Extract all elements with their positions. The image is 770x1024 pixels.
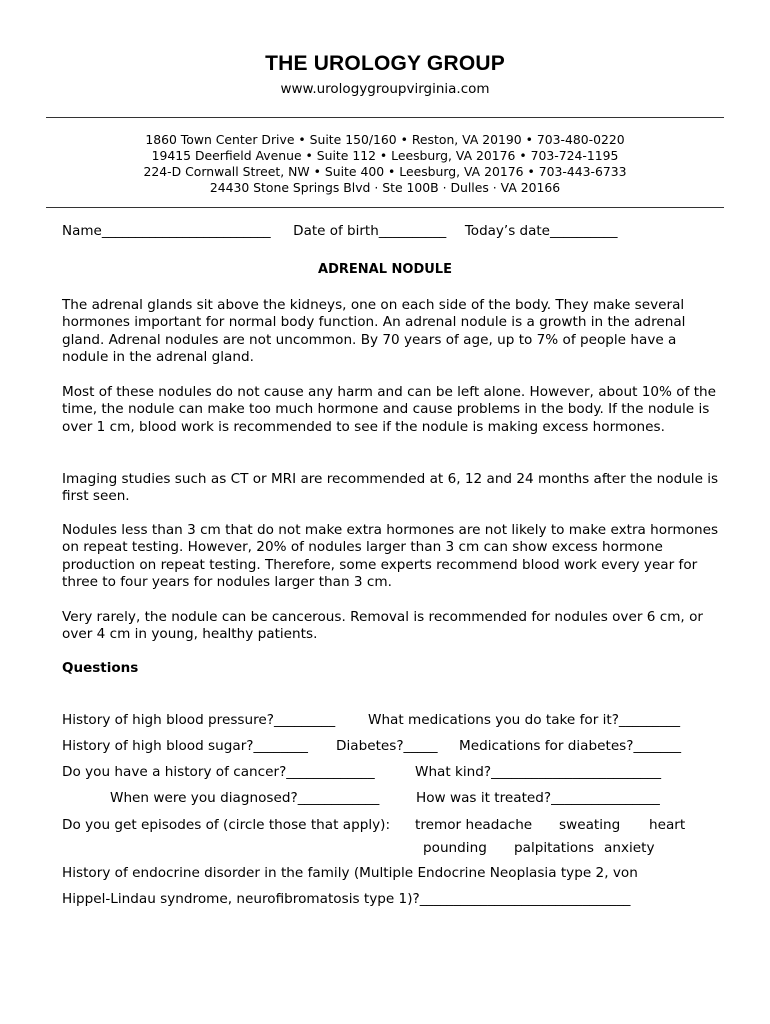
dob-field[interactable]: Date of birth__________ xyxy=(293,223,447,239)
option-palpitations[interactable]: palpitations xyxy=(514,840,594,856)
bottom-divider xyxy=(46,207,724,208)
family-history-field[interactable]: Hippel-Lindau syndrome, neurofibromatosis type 1)?_______________________________ xyxy=(62,891,631,907)
name-field[interactable]: Name_________________________ xyxy=(62,223,271,239)
option-sweating[interactable]: sweating xyxy=(559,817,621,833)
blood-sugar-field[interactable]: History of high blood sugar?________ xyxy=(62,738,308,754)
paragraph-1: The adrenal glands sit above the kidneys, one on each side of the body. They make several hormones important for normal body function. An adrenal nodule is a growth in the adrenal gland. Adrenal nodules are not uncommon. By 70 years of age, up to 7% of people have a nodule in the adrenal gland. xyxy=(62,297,686,366)
office-addresses xyxy=(0,132,770,196)
website-url: www.urologygroupvirginia.com xyxy=(280,81,490,97)
page-title: THE UROLOGY GROUP xyxy=(265,52,505,75)
questions-title: Questions xyxy=(62,660,139,676)
treatment-field[interactable]: How was it treated?________________ xyxy=(416,790,660,806)
paragraph-2: Most of these nodules do not cause any harm and can be left alone. However, about 10% of the time, the nodule can make too much hormone and cause problems in the body. If the nodule is over 1 cm, blood work is recommended to see if the nodule is making excess hormones. xyxy=(62,384,717,435)
option-heart[interactable]: heart xyxy=(649,817,686,833)
family-history-question: History of endocrine disorder in the family (Multiple Endocrine Neoplasia type 2, von xyxy=(62,865,638,881)
patient-info-line xyxy=(62,223,617,239)
address-leesburg-cornwall: 224-D Cornwall Street, NW • Suite 400 • Leesburg, VA 20176 • 703-443-6733 xyxy=(143,164,627,179)
cancer-history-field[interactable]: Do you have a history of cancer?_____________ xyxy=(62,764,375,780)
paragraph-4: Nodules less than 3 cm that do not make extra hormones are not likely to make extra hormones on repeat testing. However, 20% of nodules larger than 3 cm can show excess hormone production on repeat testing. Therefore, some experts recommend blood work every year for three to four years for nodules larger than 3 cm. xyxy=(62,522,719,591)
bp-history-field[interactable]: History of high blood pressure?_________ xyxy=(62,712,336,728)
option-anxiety[interactable]: anxiety xyxy=(604,840,655,856)
address-dulles: 24430 Stone Springs Blvd · Ste 100B · Dulles · VA 20166 xyxy=(209,180,561,195)
address-reston: 1860 Town Center Drive • Suite 150/160 • Reston, VA 20190 • 703-480-0220 xyxy=(145,132,625,147)
bp-medications-field[interactable]: What medications you do take for it?_________ xyxy=(368,712,681,728)
option-tremor-headache[interactable]: tremor headache xyxy=(415,817,533,833)
diabetes-medications-field[interactable]: Medications for diabetes?_______ xyxy=(459,738,682,754)
top-divider xyxy=(46,117,724,118)
cancer-kind-field[interactable]: What kind?_________________________ xyxy=(415,764,662,780)
today-date-field[interactable]: Today’s date__________ xyxy=(464,223,618,239)
section-heading: ADRENAL NODULE xyxy=(318,262,452,277)
paragraph-5: Very rarely, the nodule can be cancerous. Removal is recommended for nodules over 6 cm, or over 4 cm in young, healthy patients. xyxy=(62,609,703,643)
option-pounding[interactable]: pounding xyxy=(423,840,487,856)
episodes-question: Do you get episodes of (circle those that apply): xyxy=(62,817,391,833)
diagnosed-field[interactable]: When were you diagnosed?____________ xyxy=(110,790,380,806)
diabetes-field[interactable]: Diabetes?_____ xyxy=(336,738,438,754)
paragraph-3: Imaging studies such as CT or MRI are recommended at 6, 12 and 24 months after the nodule is first seen. xyxy=(62,471,719,505)
address-leesburg-deerfield: 19415 Deerfield Avenue • Suite 112 • Leesburg, VA 20176 • 703-724-1195 xyxy=(151,148,619,163)
